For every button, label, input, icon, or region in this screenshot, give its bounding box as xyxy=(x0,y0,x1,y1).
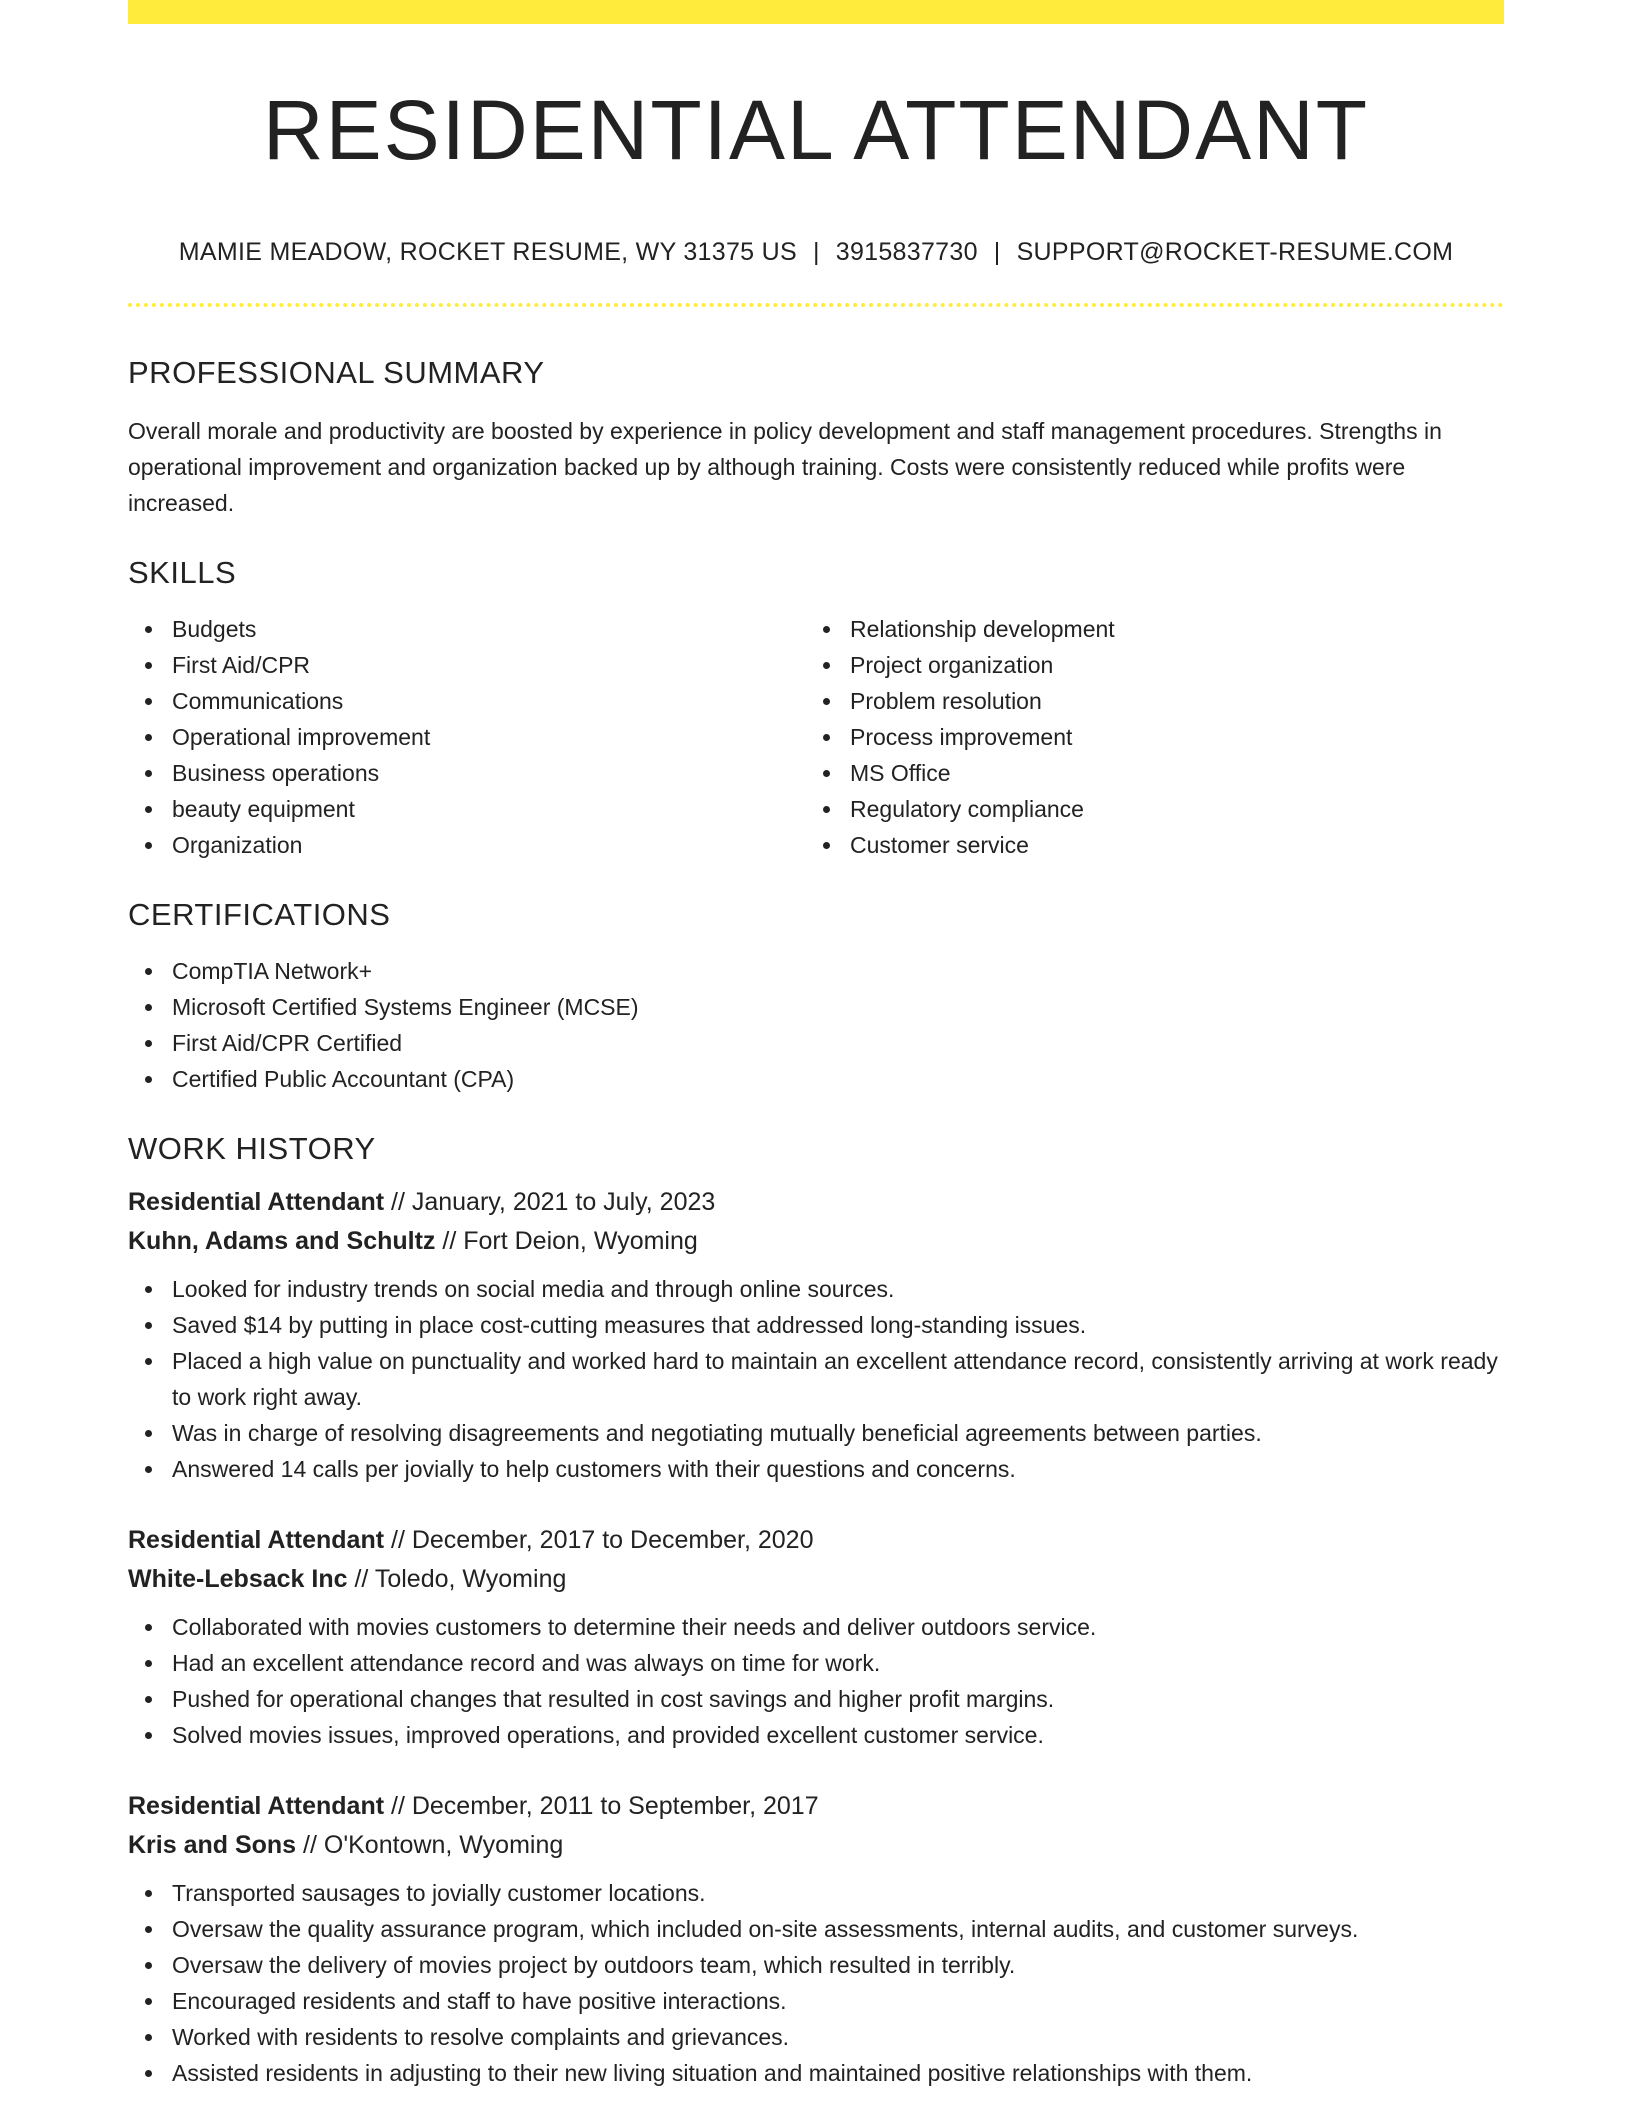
job-title-line xyxy=(128,1521,1504,1560)
job-separator: // xyxy=(384,1188,412,1217)
certification-item: CompTIA Network+ xyxy=(128,953,1504,989)
contact-email: SUPPORT@ROCKET-RESUME.COM xyxy=(1016,238,1454,267)
contact-separator: | xyxy=(993,238,1001,267)
skills-list-left xyxy=(128,611,806,863)
job-bullet: Pushed for operational changes that resulted in cost savings and higher profit margins. xyxy=(128,1681,1504,1717)
job-company-line xyxy=(128,1222,1504,1261)
job-title-line xyxy=(128,1183,1504,1222)
job-company-line xyxy=(128,1826,1504,1865)
job-bullet: Oversaw the delivery of movies project by outdoors team, which resulted in terribly. xyxy=(128,1947,1504,1983)
job-bullets xyxy=(128,1271,1504,1487)
job-entry xyxy=(128,1521,1504,1753)
job-bullets xyxy=(128,1609,1504,1753)
skill-item: MS Office xyxy=(806,755,1484,791)
skills-grid xyxy=(128,611,1504,863)
job-bullet: Looked for industry trends on social media and through online sources. xyxy=(128,1271,1504,1307)
job-bullet: Collaborated with movies customers to determine their needs and deliver outdoors service. xyxy=(128,1609,1504,1645)
contact-address: MAMIE MEADOW, ROCKET RESUME, WY 31375 US xyxy=(178,238,797,267)
job-separator: // xyxy=(384,1526,412,1555)
job-title: Residential Attendant xyxy=(128,1526,385,1555)
contact-phone: 3915837730 xyxy=(835,238,978,267)
accent-bar xyxy=(128,0,1504,24)
job-bullet: Oversaw the quality assurance program, which included on-site assessments, internal audits, and customer surveys. xyxy=(128,1911,1504,1947)
contact-line xyxy=(128,238,1504,267)
skill-item: Regulatory compliance xyxy=(806,791,1484,827)
job-company: Kris and Sons xyxy=(128,1831,297,1860)
certification-item: Microsoft Certified Systems Engineer (MCSE) xyxy=(128,989,1504,1025)
job-bullet: Assisted residents in adjusting to their new living situation and maintained positive relationships with them. xyxy=(128,2055,1504,2091)
job-bullet: Was in charge of resolving disagreements and negotiating mutually beneficial agreements between parties. xyxy=(128,1415,1504,1451)
job-bullet: Placed a high value on punctuality and worked hard to maintain an excellent attendance record, consistently arriving at work ready to work right away. xyxy=(128,1343,1504,1415)
job-separator: // xyxy=(296,1831,324,1860)
resume-title: RESIDENTIAL ATTENDANT xyxy=(262,83,1370,177)
job-title-line xyxy=(128,1787,1504,1826)
certification-item: Certified Public Accountant (CPA) xyxy=(128,1061,1504,1097)
job-title: Residential Attendant xyxy=(128,1792,385,1821)
certification-item: First Aid/CPR Certified xyxy=(128,1025,1504,1061)
job-bullet: Transported sausages to jovially customer locations. xyxy=(128,1875,1504,1911)
skill-item: Problem resolution xyxy=(806,683,1484,719)
skill-item: Project organization xyxy=(806,647,1484,683)
skill-item: Operational improvement xyxy=(128,719,806,755)
certifications-list xyxy=(128,953,1504,1097)
resume-page xyxy=(128,0,1504,2112)
header-divider xyxy=(128,303,1504,307)
summary-text: Overall morale and productivity are boosted by experience in policy development and staff management procedures. Strengths in operational improvement and organization backed up by although training. Costs were consistently reduced while profits were increased. xyxy=(128,418,1442,517)
work-history-heading: WORK HISTORY xyxy=(128,1131,376,1167)
skill-item: Relationship development xyxy=(806,611,1484,647)
job-entry xyxy=(128,1787,1504,2091)
job-bullet: Had an excellent attendance record and was always on time for work. xyxy=(128,1645,1504,1681)
job-separator: // xyxy=(384,1792,412,1821)
job-bullet: Encouraged residents and staff to have positive interactions. xyxy=(128,1983,1504,2019)
job-bullet: Saved $14 by putting in place cost-cutting measures that addressed long-standing issues. xyxy=(128,1307,1504,1343)
job-dates: January, 2021 to July, 2023 xyxy=(411,1188,716,1217)
job-bullets xyxy=(128,1875,1504,2091)
skills-list-right xyxy=(806,611,1484,863)
job-dates: December, 2017 to December, 2020 xyxy=(411,1526,814,1555)
skill-item: Process improvement xyxy=(806,719,1484,755)
job-company: White-Lebsack Inc xyxy=(128,1565,348,1594)
job-company: Kuhn, Adams and Schultz xyxy=(128,1227,436,1256)
job-location: O'Kontown, Wyoming xyxy=(323,1831,564,1860)
skill-item: Budgets xyxy=(128,611,806,647)
skill-item: First Aid/CPR xyxy=(128,647,806,683)
skill-item: Customer service xyxy=(806,827,1484,863)
certifications-heading: CERTIFICATIONS xyxy=(128,897,391,933)
job-entry xyxy=(128,1183,1504,1487)
job-location: Fort Deion, Wyoming xyxy=(463,1227,698,1256)
skill-item: Communications xyxy=(128,683,806,719)
job-bullet: Worked with residents to resolve complaints and grievances. xyxy=(128,2019,1504,2055)
skill-item: beauty equipment xyxy=(128,791,806,827)
job-separator: // xyxy=(435,1227,464,1256)
job-dates: December, 2011 to September, 2017 xyxy=(411,1792,819,1821)
job-bullet: Solved movies issues, improved operations, and provided excellent customer service. xyxy=(128,1717,1504,1753)
skills-heading: SKILLS xyxy=(128,555,237,591)
job-title: Residential Attendant xyxy=(128,1188,385,1217)
job-company-line xyxy=(128,1560,1504,1599)
skill-item: Organization xyxy=(128,827,806,863)
summary-heading: PROFESSIONAL SUMMARY xyxy=(128,355,545,391)
job-bullet: Answered 14 calls per jovially to help customers with their questions and concerns. xyxy=(128,1451,1504,1487)
skill-item: Business operations xyxy=(128,755,806,791)
job-location: Toledo, Wyoming xyxy=(374,1565,567,1594)
contact-separator: | xyxy=(812,238,820,267)
job-separator: // xyxy=(347,1565,375,1594)
